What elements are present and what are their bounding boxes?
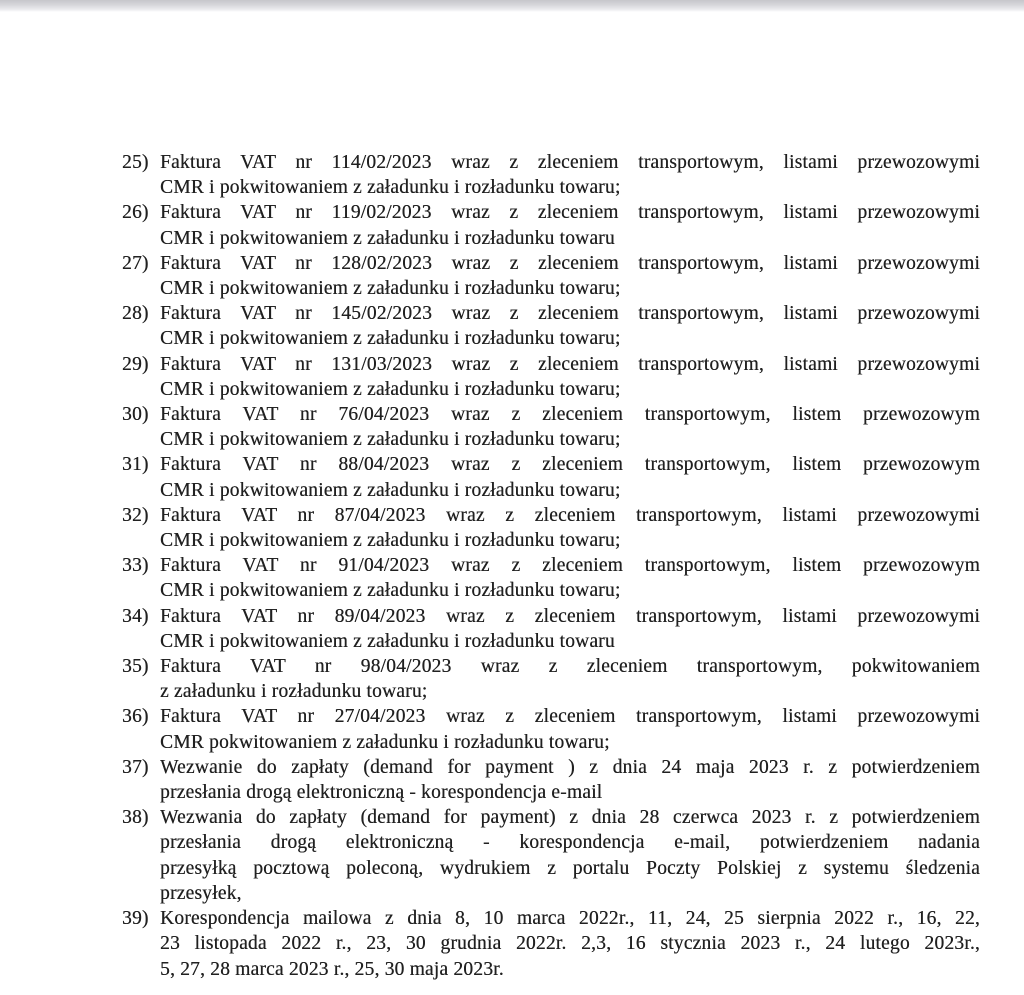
list-item-line: CMR i pokwitowaniem z załadunku i rozładunku towaru bbox=[160, 630, 615, 652]
list-item-line: Faktura VAT nr 128/02/2023 wraz z zleceniem transportowym, listami przewozowymi bbox=[160, 252, 980, 274]
list-item-line: przesłania drogą elektroniczną - korespondencja e-mail, potwierdzeniem nadania bbox=[160, 832, 980, 854]
list-item-number: 27) bbox=[122, 252, 149, 274]
list-item-line: CMR pokwitowaniem z załadunku i rozładunku towaru; bbox=[160, 731, 610, 753]
list-item-line: przesłania drogą elektroniczną - korespondencja e-mail bbox=[160, 782, 603, 804]
list-item-line: Wezwanie do zapłaty (demand for payment ) z dnia 24 maja 2023 r. z potwierdzeniem bbox=[160, 756, 980, 778]
list-item-number: 28) bbox=[122, 303, 149, 325]
list-item bbox=[122, 805, 980, 906]
list-item bbox=[122, 755, 980, 805]
list-item bbox=[122, 200, 980, 250]
list-item-number: 36) bbox=[122, 706, 149, 728]
list-item-text bbox=[160, 352, 980, 402]
list-item-number: 29) bbox=[122, 353, 149, 375]
list-item-line: Faktura VAT nr 76/04/2023 wraz z zleceniem transportowym, listem przewozowym bbox=[160, 404, 980, 426]
list-item-line: Wezwania do zapłaty (demand for payment) z dnia 28 czerwca 2023 r. z potwierdzeniem bbox=[160, 807, 980, 829]
list-item bbox=[122, 352, 980, 402]
list-item-text bbox=[160, 452, 980, 502]
list-item-number: 30) bbox=[122, 404, 149, 426]
list-item-text bbox=[160, 704, 980, 754]
list-item-line: Faktura VAT nr 114/02/2023 wraz z zleceniem transportowym, listami przewozowymi bbox=[160, 152, 980, 173]
list-item-line: Faktura VAT nr 91/04/2023 wraz z zleceniem transportowym, listem przewozowym bbox=[160, 555, 980, 577]
list-item-line: z załadunku i rozładunku towaru; bbox=[160, 681, 428, 703]
list-item bbox=[122, 402, 980, 452]
list-item-number: 31) bbox=[122, 454, 149, 476]
list-item-line: 23 listopada 2022 r., 23, 30 grudnia 2022r. 2,3, 16 stycznia 2023 r., 24 lutego 2023r., bbox=[160, 933, 980, 955]
list-item-line: 5, 27, 28 marca 2023 r., 25, 30 maja 2023r. bbox=[160, 958, 504, 980]
list-item-line: Faktura VAT nr 131/03/2023 wraz z zleceniem transportowym, listami przewozowymi bbox=[160, 353, 980, 375]
list-item-text bbox=[160, 654, 980, 704]
list-item-text bbox=[160, 755, 980, 805]
list-item-text bbox=[160, 301, 980, 351]
list-item-number: 34) bbox=[122, 605, 149, 627]
list-item bbox=[122, 150, 980, 200]
list-item-line: CMR i pokwitowaniem z załadunku i rozładunku towaru; bbox=[160, 429, 621, 451]
list-item-text bbox=[160, 906, 980, 982]
list-item-line: CMR i pokwitowaniem z załadunku i rozładunku towaru bbox=[160, 227, 615, 249]
list-item-line: CMR i pokwitowaniem z załadunku i rozładunku towaru; bbox=[160, 278, 621, 300]
list-item-line: CMR i pokwitowaniem z załadunku i rozładunku towaru; bbox=[160, 580, 621, 602]
list-item-number: 33) bbox=[122, 555, 149, 577]
list-item-number: 32) bbox=[122, 504, 149, 526]
list-item-text bbox=[160, 805, 980, 906]
list-item-text bbox=[160, 402, 980, 452]
list-item bbox=[122, 301, 980, 351]
list-item-line: Korespondencja mailowa z dnia 8, 10 marca 2022r., 11, 24, 25 sierpnia 2022 r., 16, 22, bbox=[160, 908, 980, 930]
list-item-line: CMR i pokwitowaniem z załadunku i rozładunku towaru; bbox=[160, 328, 621, 350]
list-item-text bbox=[160, 553, 980, 603]
list-item bbox=[122, 604, 980, 654]
list-item-number: 26) bbox=[122, 202, 149, 224]
list-item-line: przesyłek, bbox=[160, 882, 242, 904]
list-item-line: CMR i pokwitowaniem z załadunku i rozładunku towaru; bbox=[160, 479, 621, 501]
list-item-line: Faktura VAT nr 87/04/2023 wraz z zleceniem transportowym, listami przewozowymi bbox=[160, 504, 980, 526]
list-item bbox=[122, 251, 980, 301]
list-item-number: 35) bbox=[122, 656, 149, 678]
list-item-line: Faktura VAT nr 119/02/2023 wraz z zleceniem transportowym, listami przewozowymi bbox=[160, 202, 980, 224]
list-item-line: Faktura VAT nr 27/04/2023 wraz z zleceniem transportowym, listami przewozowymi bbox=[160, 706, 980, 728]
list-item bbox=[122, 503, 980, 553]
list-item bbox=[122, 906, 980, 982]
list-item-number: 25) bbox=[122, 152, 149, 173]
list-item-number: 39) bbox=[122, 908, 149, 930]
list-item-text bbox=[160, 150, 980, 200]
list-item-line: CMR i pokwitowaniem z załadunku i rozładunku towaru; bbox=[160, 177, 621, 199]
list-item-text bbox=[160, 503, 980, 553]
list-item-text bbox=[160, 604, 980, 654]
list-item-line: CMR i pokwitowaniem z załadunku i rozładunku towaru; bbox=[160, 530, 621, 552]
list-item bbox=[122, 553, 980, 603]
list-item bbox=[122, 654, 980, 704]
list-item-text bbox=[160, 200, 980, 250]
list-item bbox=[122, 704, 980, 754]
list-item bbox=[122, 452, 980, 502]
list-item-text bbox=[160, 251, 980, 301]
list-item-line: Faktura VAT nr 89/04/2023 wraz z zleceniem transportowym, listami przewozowymi bbox=[160, 605, 980, 627]
list-item-line: przesyłką pocztową poleconą, wydrukiem z portalu Poczty Polskiej z systemu śledzenia bbox=[160, 857, 980, 879]
list-item-line: Faktura VAT nr 88/04/2023 wraz z zleceniem transportowym, listem przewozowym bbox=[160, 454, 980, 476]
list-item-line: Faktura VAT nr 98/04/2023 wraz z zleceniem transportowym, pokwitowaniem bbox=[160, 656, 980, 678]
attachment-list bbox=[122, 150, 980, 982]
list-item-line: Faktura VAT nr 145/02/2023 wraz z zleceniem transportowym, listami przewozowymi bbox=[160, 303, 980, 325]
list-item-number: 37) bbox=[122, 756, 149, 778]
list-item-line: CMR i pokwitowaniem z załadunku i rozładunku towaru; bbox=[160, 378, 621, 400]
page-top-shadow bbox=[0, 0, 1024, 12]
list-item-number: 38) bbox=[122, 807, 149, 829]
